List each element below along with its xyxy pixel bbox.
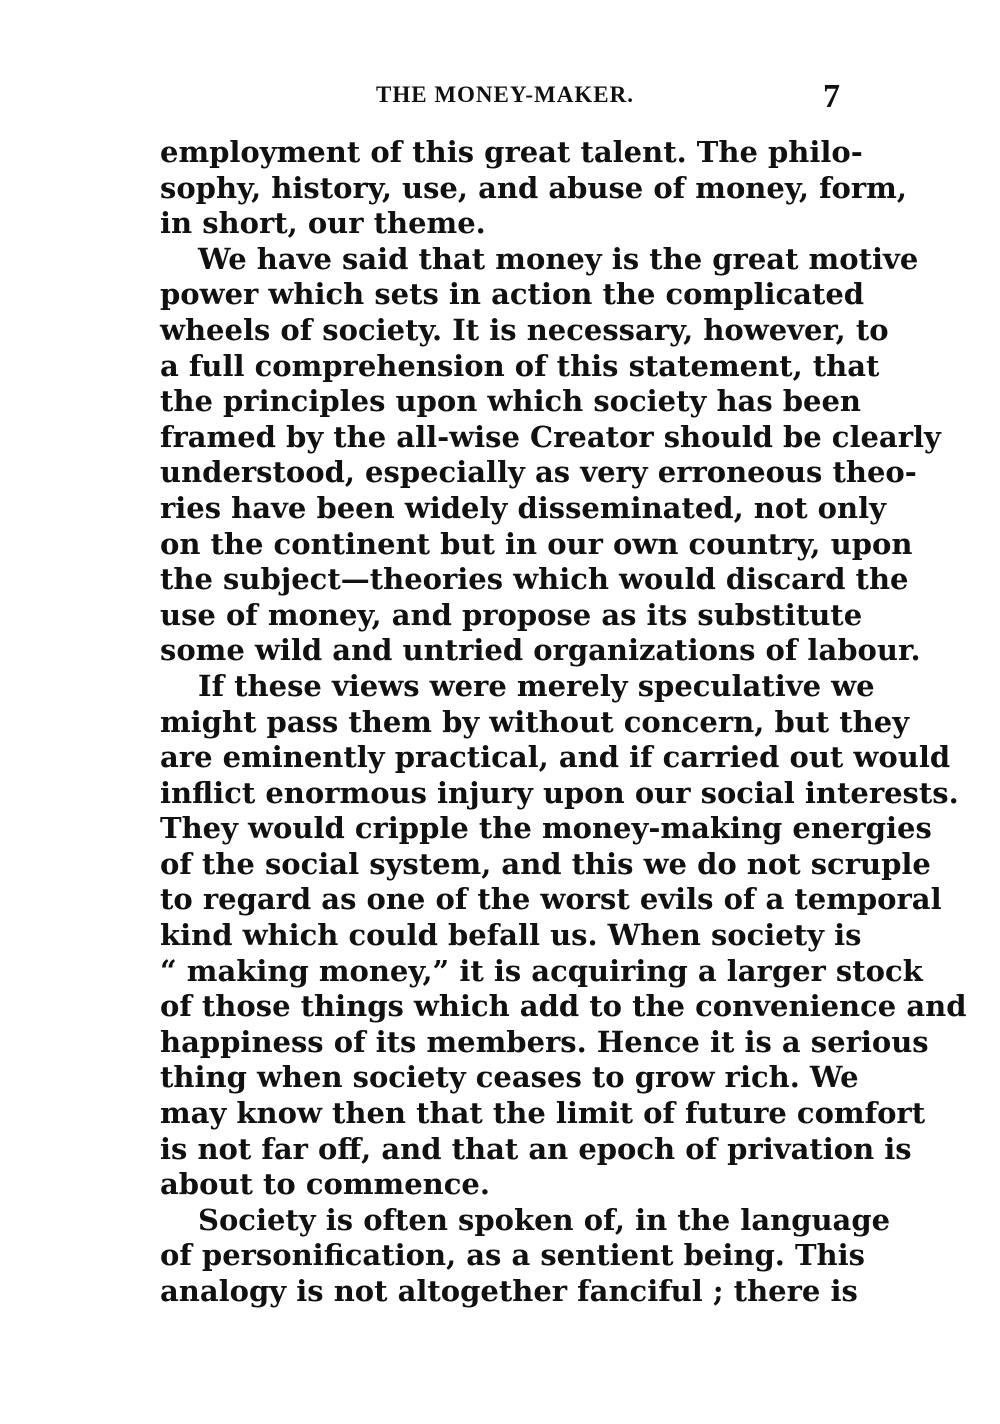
text-line: are eminently practical, and if carried out would [160,740,951,775]
text-line: kind which could befall us. When society is [160,918,862,953]
text-line: to regard as one of the worst evils of a temporal [160,882,942,917]
text-line: in short, our theme. [160,206,486,241]
text-line: We have said that money is the great motive [198,241,919,276]
body-text [160,135,967,1310]
text-line: about to commence. [160,1167,490,1202]
paragraph-1 [160,135,907,242]
paragraph-4 [160,1202,891,1310]
text-line: analogy is not altogether fanciful ; there is [160,1274,858,1308]
text-line: might pass them by without concern, but they [160,704,910,739]
text-line: use of money, and propose as its substitute [160,597,863,632]
text-line: wheels of society. It is necessary, however, to [160,312,889,347]
text-line: sophy, history, use, and abuse of money, form, [160,170,907,205]
text-line: inflict enormous injury upon our social interests. [160,775,959,810]
paragraph-3 [160,668,967,1203]
text-line: of personification, as a sentient being. This [160,1238,865,1273]
paragraph-2 [160,241,941,669]
text-line: “ making money,” it is acquiring a larger stock [160,953,923,988]
text-line: If these views were merely speculative we [198,668,875,703]
text-line: framed by the all-wise Creator should be clearly [160,419,941,454]
text-line: of the social system, and this we do not scruple [160,846,931,881]
text-line: They would cripple the money-making energies [160,811,932,846]
running-head [160,78,850,122]
page-number: 7 [823,78,840,115]
text-line: ries have been widely disseminated, not only [160,490,886,525]
text-line: of those things which add to the convenience and [160,989,967,1024]
text-line: power which sets in action the complicated [160,277,865,312]
text-line: is not far off, and that an epoch of privation is [160,1131,912,1166]
text-line: a full comprehension of this statement, that [160,348,880,383]
text-line: employment of this great talent. The philo- [160,135,863,169]
text-line: happiness of its members. Hence it is a serious [160,1024,929,1059]
text-line: thing when society ceases to grow rich. We [160,1060,859,1095]
running-title: THE MONEY-MAKER. [376,82,634,107]
text-line: the subject—theories which would discard the [160,562,909,597]
text-line: may know then that the limit of future comfort [160,1096,926,1131]
text-line: Society is often spoken of, in the language [198,1202,891,1237]
text-line: understood, especially as very erroneous theo- [160,455,917,490]
text-line: some wild and untried organizations of labour. [160,633,921,668]
text-line: the principles upon which society has been [160,384,862,419]
text-line: on the continent but in our own country, upon [160,526,913,561]
